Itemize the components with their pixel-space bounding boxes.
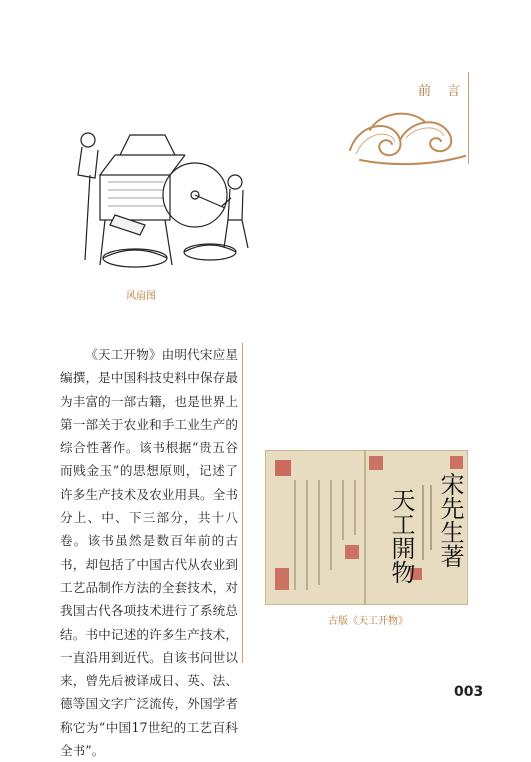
cloud-ornament-icon: [340, 100, 470, 170]
book-cover-title: 天工開物: [387, 488, 415, 584]
page-number: 003: [454, 684, 484, 700]
book-caption: 古版《天工开物》: [328, 616, 408, 627]
winnowing-caption: 风扇图: [126, 291, 156, 302]
book-cover-title-author: 宋先生著: [436, 472, 464, 568]
intro-paragraph: 《天工开物》由明代宋应星编撰，是中国科技史料中保存最为丰富的一部古籍，也是世界上第一部关于农业和手工业生产的综合性著作。该书根据“贵五谷而贱金玉”的思想原则，记述了许多生产技术及农业用具。全书分上、中、下三部分，共十八卷。该书虽然是数百年前的古书，却包括了中国古代从农业到工艺品制作方法的全套技术，对我国古代各项技术进行了系统总结。书中记述的许多生产技术，一直沿用到近代。自该书问世以来，曾先后被译成日、英、法、德等国文字广泛流传，外国学者称它为“中国17世纪的工艺百科全书”。: [60, 347, 238, 759]
text-divider: [242, 343, 243, 663]
section-title: 前 言: [418, 84, 467, 99]
winnowing-machine-woodcut: [60, 120, 265, 280]
ancient-book-photo: [265, 450, 468, 605]
